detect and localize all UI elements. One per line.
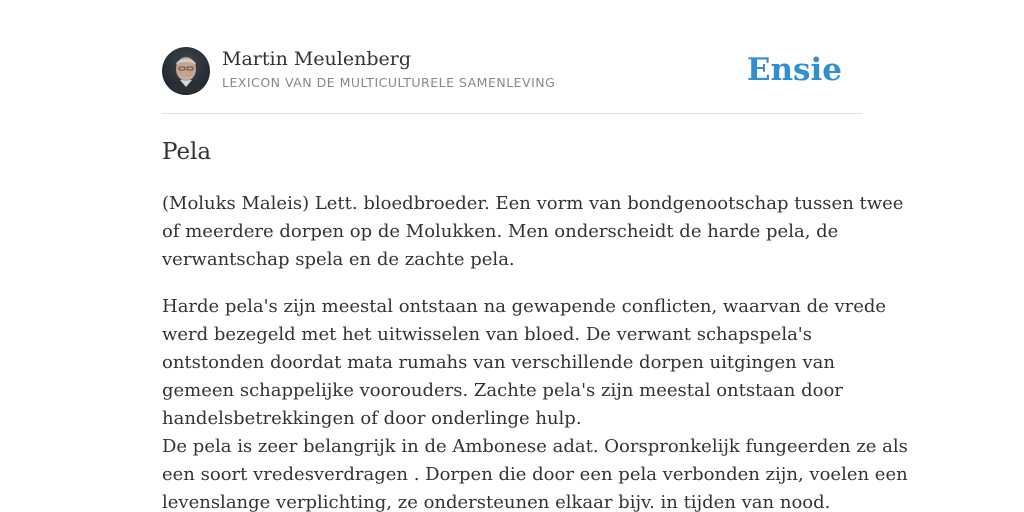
paragraph-line: verwantschap spela en de zachte pela. [162, 249, 515, 270]
header-divider [162, 113, 862, 114]
avatar[interactable] [162, 47, 210, 95]
paragraph-line: (Moluks Maleis) Lett. bloedbroeder. Een vorm van bondgenootschap tussen twee [162, 193, 904, 214]
paragraph-line: een soort vredesverdragen . Dorpen die door een pela verbonden zijn, voelen een [162, 464, 908, 485]
collection-name-link[interactable]: LEXICON VAN DE MULTICULTURELE SAMENLEVING [222, 75, 556, 90]
article-body [162, 190, 908, 512]
paragraph-line: De pela is zeer belangrijk in de Ambonese adat. Oorspronkelijk fungeerden ze als [162, 436, 908, 457]
paragraph-line: gemeen schappelijke voorouders. Zachte pela's zijn meestal ontstaan door [162, 380, 843, 401]
article-title: Pela [162, 139, 212, 165]
paragraph-line: of meerdere dorpen op de Molukken. Men onderscheidt de harde pela, de [162, 221, 839, 242]
paragraph-line: werd bezegeld met het uitwisselen van bloed. De verwant schapspela's [162, 324, 812, 345]
paragraph-line: ontstonden doordat mata rumahs van verschillende dorpen uitgingen van [162, 352, 835, 373]
paragraph-line: levenslange verplichting, ze ondersteunen elkaar bijv. in tijden van nood. [162, 492, 831, 512]
paragraph-line: Harde pela's zijn meestal ontstaan na gewapende conflicten, waarvan de vrede [162, 296, 887, 317]
brand-logo-link[interactable]: Ensie [746, 52, 842, 88]
article-paragraph [162, 293, 908, 512]
paragraph-line: handelsbetrekkingen of door onderlinge hulp. [162, 408, 582, 429]
author-name-link[interactable]: Martin Meulenberg [222, 48, 411, 70]
author-header [162, 46, 862, 96]
article-paragraph [162, 190, 904, 274]
